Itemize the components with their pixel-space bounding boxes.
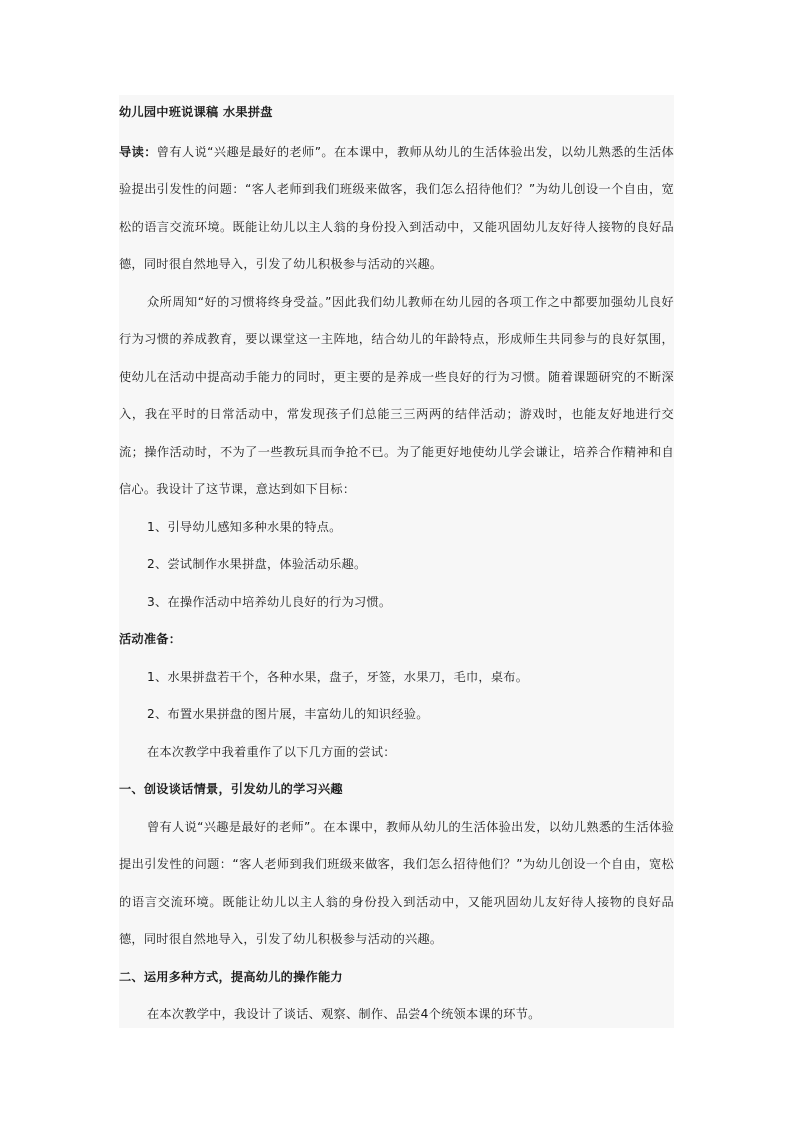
- goal-item-1: 1、引导幼儿感知多种水果的特点。: [147, 519, 342, 534]
- document-title: 幼儿园中班说课稿 水果拼盘: [119, 105, 273, 119]
- intro-text: 曾有人说“兴趣是最好的老师”。在本课中，教师从幼儿的生活体验出发，以幼儿熟悉的生活体验提出引发性的问题：“客人老师到我们班级来做客，我们怎么招待他们？”为幼儿创设一个自由，宽松的语言交流环境。既能让幼儿以主人翁的身份投入到活动中，又能巩固幼儿友好待人接物的良好品德，同时很自然地导入，引发了幼儿积极参与活动的兴趣。: [119, 144, 674, 271]
- intro-paragraph: [119, 134, 674, 284]
- section-2-text: 在本次教学中，我设计了谈话、观察、制作、品尝4个统领本课的环节。: [147, 1007, 541, 1021]
- document-page: [119, 95, 674, 1028]
- attempts-intro: 在本次教学中我着重作了以下几方面的尝试：: [147, 744, 396, 759]
- goal-item-2: 2、尝试制作水果拼盘，体验活动乐趣。: [147, 557, 367, 571]
- intro-label: 导读：: [119, 144, 157, 159]
- prep-heading: 活动准备：: [119, 632, 182, 646]
- goal-item-3: 3、在操作活动中培养幼儿良好的行为习惯。: [147, 594, 392, 609]
- document-body: [119, 134, 674, 1034]
- paragraph-habits: 众所周知“好的习惯将终身受益。”因此我们幼儿教师在幼儿园的各项工作之中都要加强幼儿良好行为习惯的养成教育，要以课堂这一主阵地，结合幼儿的年龄特点，形成师生共同参与的良好氛围，使幼儿在活动中提高动手能力的同时，更主要的是养成一些良好的行为习惯。随着课题研究的不断深入，我在平时的日常活动中，常发现孩子们总能三三两两的结伴活动；游戏时，也能友好地进行交流；操作活动时，不为了一些教玩具而争抢不已。为了能更好地使幼儿学会谦让，培养合作精神和自信心。我设计了这节课，意达到如下目标：: [119, 294, 674, 496]
- section-2-heading: 二、运用多种方式，提高幼儿的操作能力: [119, 969, 343, 984]
- prep-item-1: 1、水果拼盘若干个，各种水果，盘子，牙签，水果刀，毛巾，桌布。: [147, 669, 529, 684]
- prep-item-2: 2、布置水果拼盘的图片展，丰富幼儿的知识经验。: [147, 707, 429, 721]
- section-1-text: 曾有人说“兴趣是最好的老师”。在本课中，教师从幼儿的生活体验出发，以幼儿熟悉的生活体验提出引发性的问题：“客人老师到我们班级来做客，我们怎么招待他们？”为幼儿创设一个自由，宽松的语言交流环境。既能让幼儿以主人翁的身份投入到活动中，又能巩固幼儿友好待人接物的良好品德，同时很自然地导入，引发了幼儿积极参与活动的兴趣。: [119, 819, 674, 946]
- section-1-heading: 一、创设谈话情景，引发幼儿的学习兴趣: [119, 782, 343, 796]
